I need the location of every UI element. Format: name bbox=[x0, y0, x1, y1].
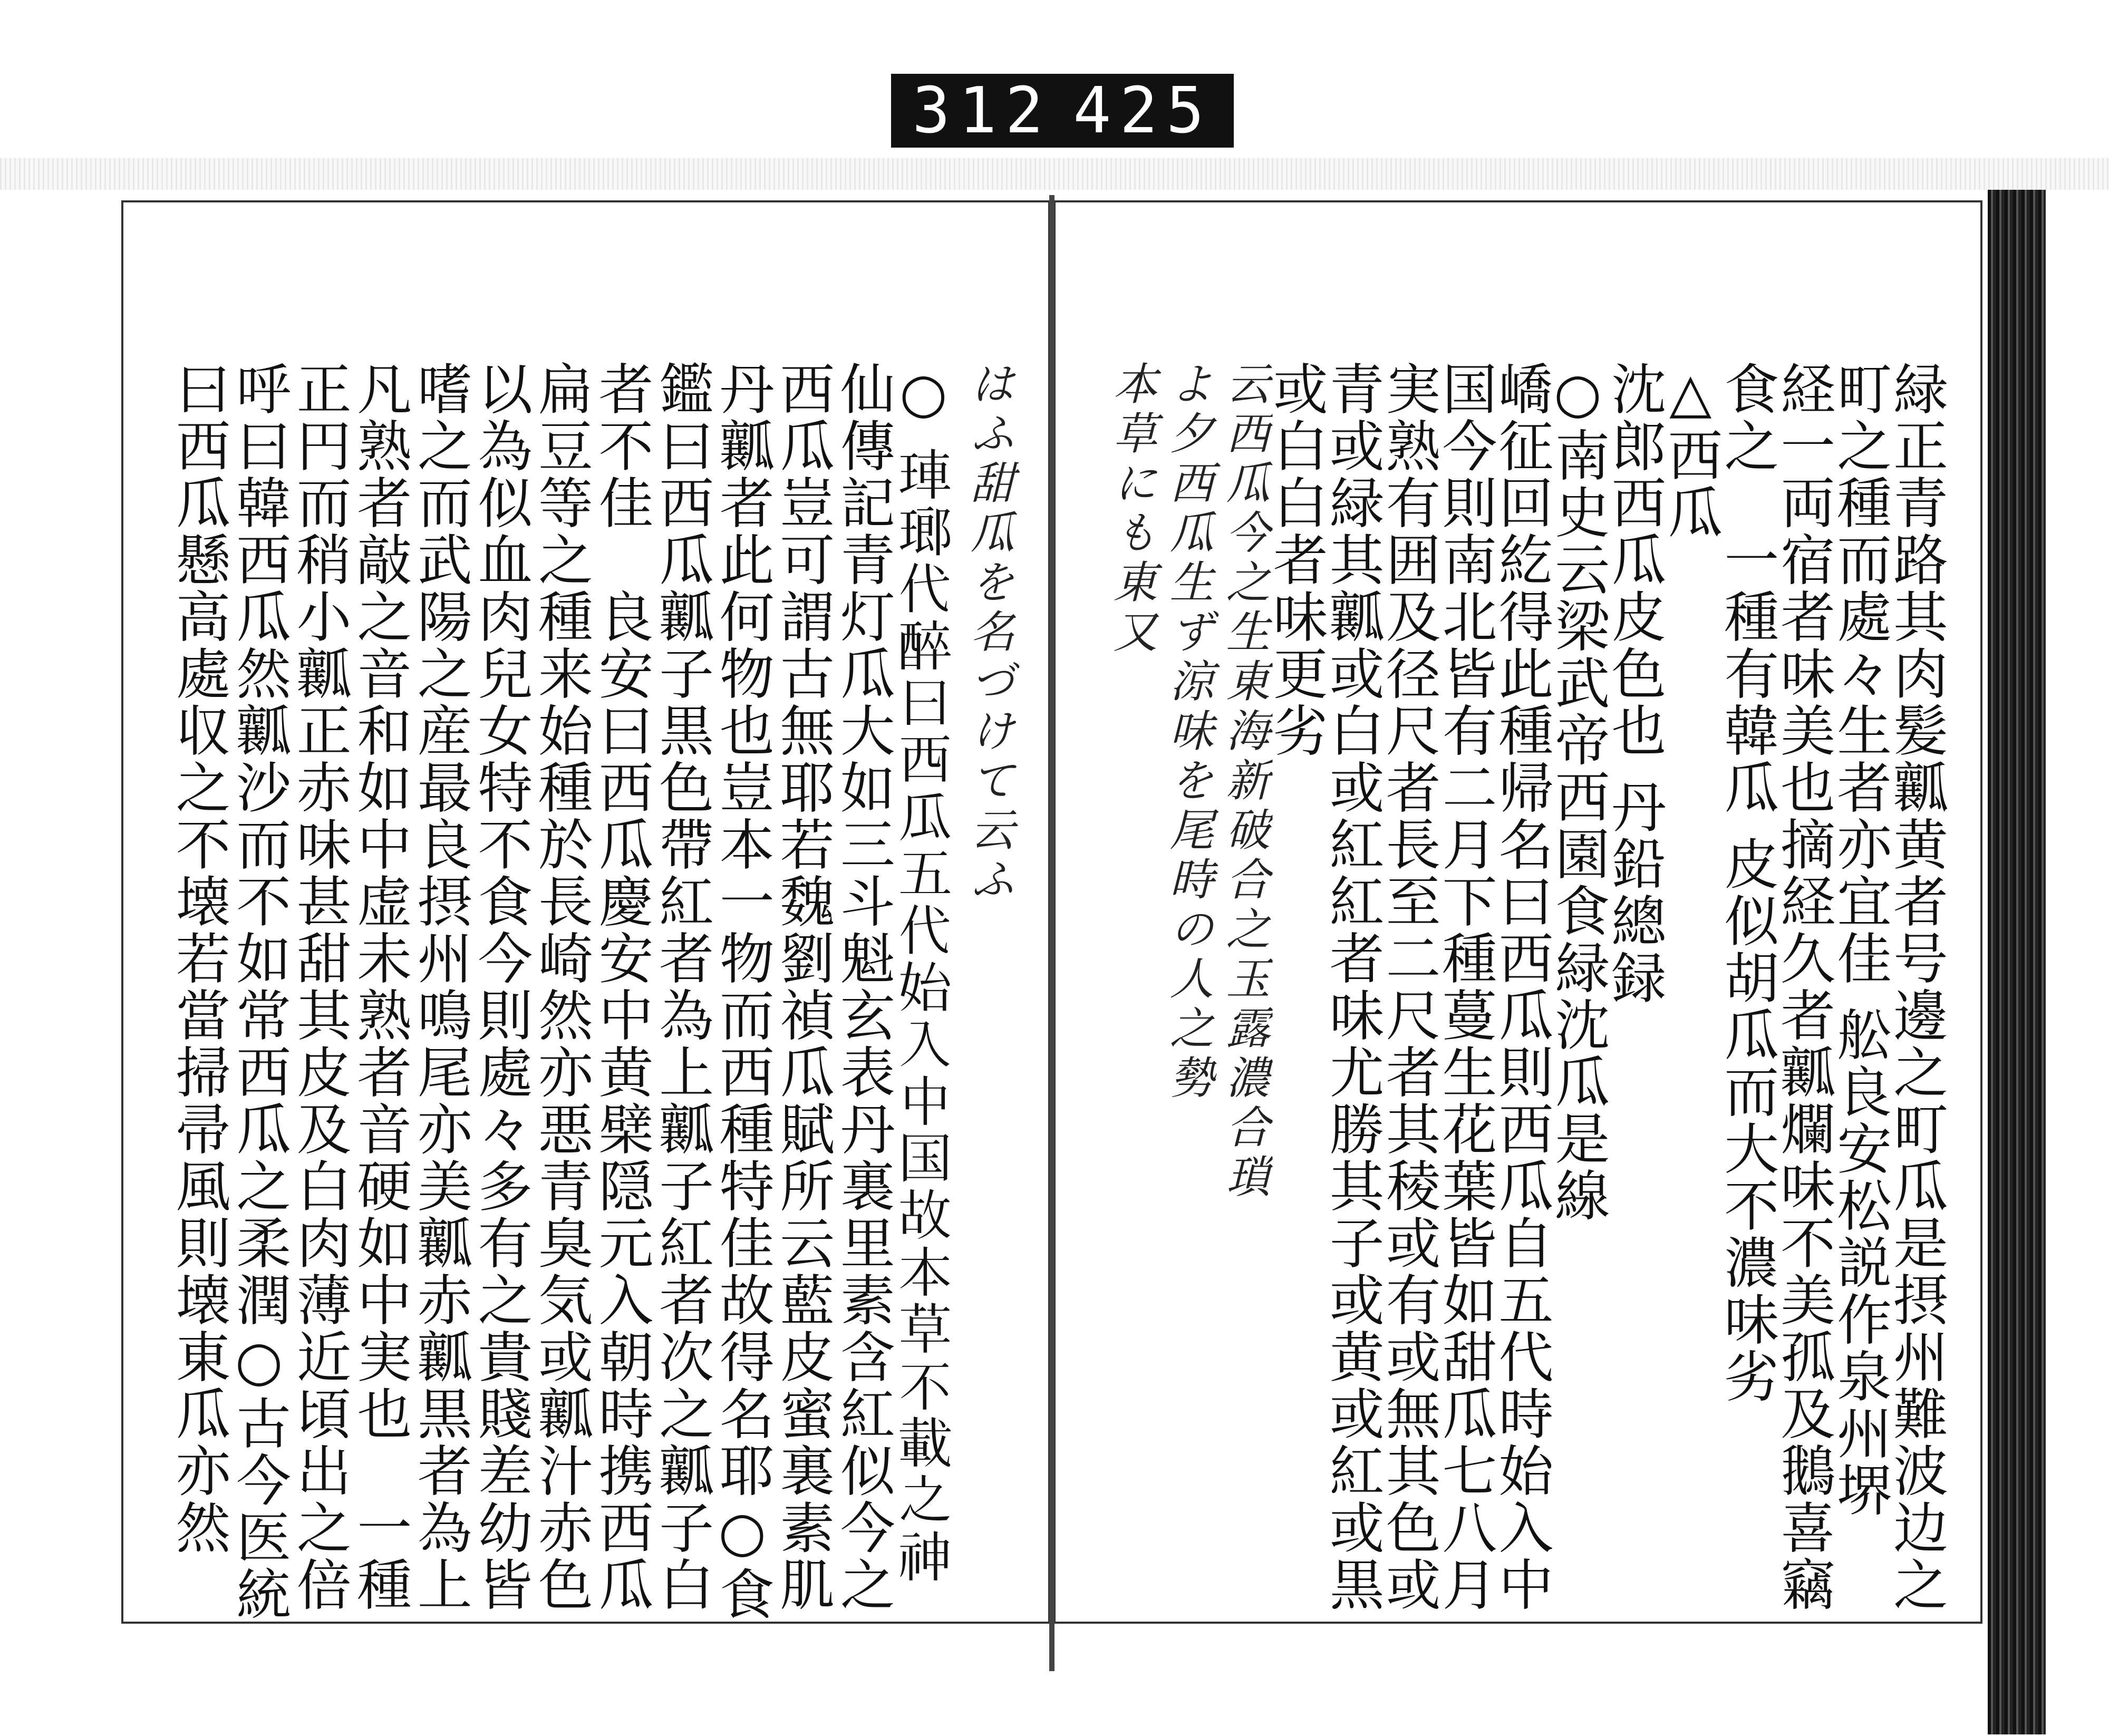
section-heading-watermelon: △西瓜 bbox=[1658, 361, 1723, 541]
text-column: 或白白者味更劣 bbox=[1263, 361, 1328, 759]
text-column: 町之種而處々生者亦宜佳 舩良安松説作泉州堺 bbox=[1827, 361, 1892, 1519]
text-column: 正円而稍小瓤正赤味甚甜其皮及白肉薄近頃出之倍 bbox=[287, 361, 352, 1613]
text-column: 経一両宿者味美也摘経久者瓤爛味不美孤及鵝喜竊 bbox=[1771, 361, 1836, 1613]
text-column: 曰西瓜懸高處収之不壊若當掃帚風則壊東瓜亦然 bbox=[166, 361, 231, 1556]
book-edge bbox=[1988, 190, 2046, 1734]
book-spine bbox=[1049, 195, 1054, 1671]
text-column: 云西瓜今之生東海新破合之玉露濃合瑣 bbox=[1218, 361, 1271, 1203]
text-column: 呼曰韓西瓜然瓤沙而不如常西瓜之柔潤○古今医統 bbox=[227, 361, 292, 1623]
right-page bbox=[1054, 200, 1982, 1624]
text-column: ○南史云梁武帝西園食緑沈瓜是線 bbox=[1545, 361, 1610, 1224]
scan-noise-band bbox=[0, 158, 2109, 190]
text-column: 者不佳 良安曰西瓜慶安中黄檗隠元入朝時携西瓜 bbox=[589, 361, 654, 1613]
text-column: 以為似血肉兒女特不食今則處々多有之貴賤差幼皆 bbox=[468, 361, 533, 1613]
text-column: 鑑曰西瓜瓤子黒色帶紅者為上瓤子紅者次之瓤子白 bbox=[650, 361, 714, 1613]
left-page bbox=[121, 200, 1049, 1624]
text-column: 仙傳記青灯瓜大如三斗魁玄表丹裏里素含紅似今之 bbox=[830, 361, 895, 1613]
text-column: 食之 一種有韓瓜 皮似胡瓜而大不濃味劣 bbox=[1715, 361, 1779, 1405]
text-column: 嶠征回紇得此種帰名曰西瓜則西瓜自五代時始入中 bbox=[1489, 361, 1554, 1613]
text-column: 本草にも東又 bbox=[1106, 361, 1158, 658]
text-column: 凡熟者敲之音和如中虚未熟者音硬如中実也 一種 bbox=[347, 361, 412, 1613]
text-column: 青或緑其瓤或白或紅紅者味尤勝其子或黄或紅或黒 bbox=[1320, 361, 1385, 1613]
text-column: 嗜之而武陽之産最良摂州鳴尾亦美瓤赤瓤黒者為上 bbox=[408, 361, 472, 1613]
text-column: 国今則南北皆有二月下種蔓生花葉皆如甜瓜七八月 bbox=[1433, 361, 1497, 1613]
text-column: 実熟有囲及径尺者長至二尺者其稜或有或無其色或 bbox=[1376, 361, 1441, 1613]
label-right-number: 425 bbox=[1073, 74, 1213, 148]
text-column: 緑正青路其肉髪瓤黄者号邊之町瓜是摂州難波边之 bbox=[1884, 361, 1948, 1613]
text-column: 西瓜豈可謂古無耶若魏劉禎瓜賦所云藍皮蜜裏素肌 bbox=[770, 361, 835, 1613]
label-left-number: 312 bbox=[912, 74, 1052, 148]
text-column: はふ甜瓜を名づけて云ふ bbox=[963, 361, 1015, 906]
text-column: ○ 𤥭瑯代醉曰西瓜五代始入中国故本草不載之神 bbox=[891, 361, 956, 1586]
archive-label bbox=[891, 74, 1234, 148]
text-column: よ夕西瓜生ず涼味を尾時の人之勢 bbox=[1162, 361, 1214, 1104]
right-page-text bbox=[1098, 361, 1948, 1613]
left-page-text bbox=[166, 361, 1015, 1623]
text-column: 丹瓤者此何物也豈本一物而西種特佳故得名耶○食 bbox=[710, 361, 775, 1623]
text-column: 沈郎西瓜皮色也 丹鉛總録 bbox=[1602, 361, 1667, 1007]
text-column: 扁豆等之種来始種於長崎然亦悪青臭気或瓤汁赤色 bbox=[528, 361, 593, 1613]
